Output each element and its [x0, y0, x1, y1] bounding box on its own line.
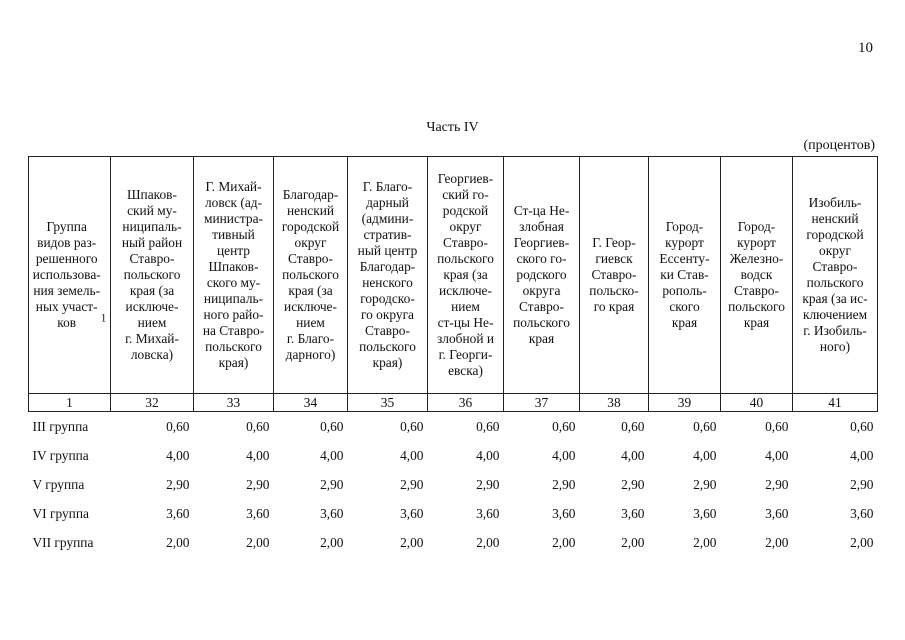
column-header-label: Изобиль- ненский городской округ Ставро- польского края (за ис- ключением г. Изобиль- ного): [802, 195, 868, 354]
row-label: V группа: [32, 476, 85, 492]
table-cell: 3,60: [400, 505, 424, 521]
column-header: [194, 157, 274, 394]
table-row: [29, 470, 878, 499]
column-header-label: Г. Геор- гиевск Ставро- польско- го края: [589, 235, 639, 314]
table-cell: 4,00: [765, 447, 789, 463]
table-cell: 2,90: [476, 476, 500, 492]
row-label: VII группа: [32, 534, 94, 550]
table-cell: 2,90: [320, 476, 344, 492]
table-cell: 2,90: [552, 476, 576, 492]
column-header-label: Георгиев- ский го- родской округ Ставро- польского края (за исключе- нием ст-цы Не- злобной и г. Георги- евска): [436, 171, 495, 378]
table-cell: 2,00: [320, 534, 344, 550]
table-cell: 3,60: [320, 505, 344, 521]
table-cell: 3,60: [166, 505, 190, 521]
column-header-label: Город- курорт Ессенту- ки Став- рополь- ского края: [659, 219, 710, 330]
table-cell: 2,00: [400, 534, 424, 550]
table-cell: 0,60: [621, 418, 645, 434]
units-note: (процентов): [803, 138, 875, 153]
column-header: [428, 157, 504, 394]
table-cell: 2,00: [850, 534, 874, 550]
column-header-label: Г. Михай- ловск (ад- министра- тивный центр Шпаков- ского му- ниципаль- ного райо- на Ставро- польского края): [202, 179, 265, 370]
table-cell: 3,60: [476, 505, 500, 521]
table-cell: 2,00: [476, 534, 500, 550]
table-cell: 3,60: [621, 505, 645, 521]
table-cell: 0,60: [320, 418, 344, 434]
column-header: [348, 157, 428, 394]
table-cell: 2,90: [765, 476, 789, 492]
column-header: [649, 157, 721, 394]
table-cell: 4,00: [850, 447, 874, 463]
column-header: [721, 157, 793, 394]
table-cell: 0,60: [552, 418, 576, 434]
table-cell: 0,60: [400, 418, 424, 434]
table-cell: 0,60: [850, 418, 874, 434]
table-cell: 0,60: [246, 418, 270, 434]
table-cell: 2,90: [246, 476, 270, 492]
column-header-label: Группа видов раз- решенного использова- ния земель- ных участ- ков: [32, 219, 101, 330]
column-header-label: Ст-ца Не- злобная Георгиев- ского го- родского округа Ставро- польского края: [513, 203, 570, 346]
column-number: 33: [194, 394, 274, 412]
table-cell: 2,90: [850, 476, 874, 492]
column-header-label: Шпаков- ский му- ниципаль- ный район Ставро- польского края (за исключе- нием г. Михай- ловска): [121, 187, 183, 362]
column-header: [504, 157, 580, 394]
column-header-label: Г. Благо- дарный (админи- стратив- ный центр Благодар- ненского городско- го округа Ставро- польского края): [357, 179, 418, 370]
column-number: 34: [274, 394, 348, 412]
table-cell: 4,00: [476, 447, 500, 463]
column-number: 1: [29, 394, 111, 412]
table-cell: 0,60: [765, 418, 789, 434]
column-header: [111, 157, 194, 394]
table-cell: 2,00: [765, 534, 789, 550]
rates-table: [28, 156, 878, 557]
column-number: 39: [649, 394, 721, 412]
table-cell: 3,60: [246, 505, 270, 521]
table-cell: 4,00: [246, 447, 270, 463]
column-header: [274, 157, 348, 394]
column-header: [793, 157, 878, 394]
table-body: [29, 412, 878, 558]
table-cell: 2,90: [693, 476, 717, 492]
column-header: [29, 157, 111, 394]
table-cell: 3,60: [552, 505, 576, 521]
table-cell: 0,60: [476, 418, 500, 434]
table-cell: 2,90: [621, 476, 645, 492]
table-cell: 4,00: [552, 447, 576, 463]
table-cell: 2,00: [552, 534, 576, 550]
table-cell: 4,00: [166, 447, 190, 463]
part-title: Часть IV: [426, 120, 479, 135]
column-number: 32: [111, 394, 194, 412]
column-number: 38: [580, 394, 649, 412]
column-header: [580, 157, 649, 394]
column-header-label: Благодар- ненский городской округ Ставро- польского края (за исключе- нием г. Благо- дарного): [281, 187, 340, 362]
table-cell: 4,00: [320, 447, 344, 463]
row-label: VI группа: [32, 505, 89, 521]
table-cell: 2,00: [166, 534, 190, 550]
table-cell: 3,60: [850, 505, 874, 521]
table-row: [29, 499, 878, 528]
table-cell: 2,90: [166, 476, 190, 492]
table-cell: 4,00: [621, 447, 645, 463]
table-cell: 3,60: [693, 505, 717, 521]
table-cell: 0,60: [693, 418, 717, 434]
table-row: [29, 528, 878, 557]
column-number: 37: [504, 394, 580, 412]
row-label: III группа: [32, 418, 89, 434]
table-cell: 3,60: [765, 505, 789, 521]
footnote-marker: 1: [100, 312, 107, 325]
table-cell: 4,00: [400, 447, 424, 463]
column-number: 41: [793, 394, 878, 412]
column-header-label: Город- курорт Железно- водск Ставро- польского края: [728, 219, 785, 330]
table-cell: 4,00: [693, 447, 717, 463]
table-cell: 2,00: [246, 534, 270, 550]
table-cell: 0,60: [166, 418, 190, 434]
column-number-row: [29, 394, 878, 412]
table-cell: 2,00: [693, 534, 717, 550]
table-cell: 2,00: [621, 534, 645, 550]
column-number: 40: [721, 394, 793, 412]
table-cell: 2,90: [400, 476, 424, 492]
header-row: [29, 157, 878, 394]
column-number: 36: [428, 394, 504, 412]
row-label: IV группа: [32, 447, 89, 463]
page-number: 10: [858, 40, 873, 56]
table-row: [29, 412, 878, 442]
column-number: 35: [348, 394, 428, 412]
table-row: [29, 441, 878, 470]
